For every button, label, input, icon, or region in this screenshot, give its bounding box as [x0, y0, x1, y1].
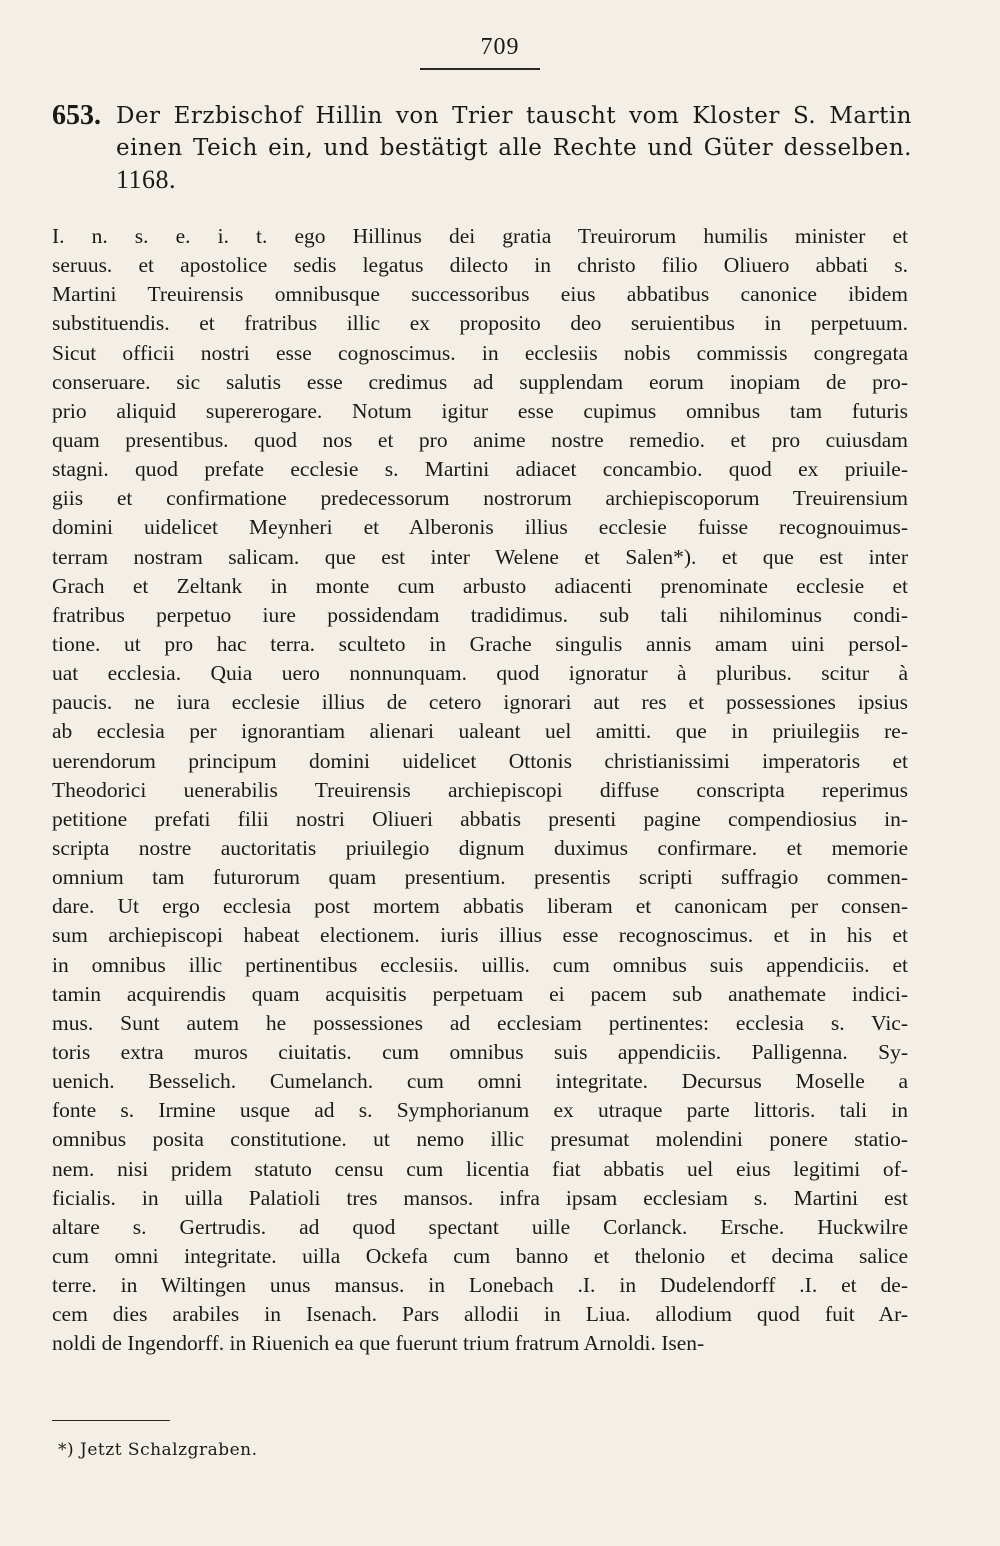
text-line: paucis. ne iura ecclesie illius de cetero ignorari aut res et possessiones ipsius — [52, 690, 908, 715]
document-year: 1168. — [116, 165, 177, 194]
text-line: nem. nisi pridem statuto censu cum licentia fiat abbatis uel eius legitimi of- — [52, 1156, 908, 1181]
text-line: fratribus perpetuo iure possidendam tradidimus. sub tali nihilominus condi- — [52, 602, 908, 627]
text-line: noldi de Ingendorff. in Riuenich ea que fuerunt trium fratrum Arnoldi. Isen- — [52, 1331, 705, 1356]
heading-line-2: einen Teich ein, und bestätigt alle Rechte und Güter desselben. — [116, 135, 912, 161]
page-number: 709 — [480, 34, 520, 60]
text-line: sum archiepiscopi habeat electionem. iuris illius esse recognoscimus. et in his et — [52, 923, 908, 948]
text-line: toris extra muros ciuitatis. cum omnibus suis appendiciis. Palligenna. Sy- — [52, 1039, 908, 1064]
text-line: uenich. Besselich. Cumelanch. cum omni integritate. Decursus Moselle a — [52, 1069, 908, 1094]
text-line: ficialis. in uilla Palatioli tres mansos. infra ipsam ecclesiam s. Martini est — [52, 1185, 908, 1210]
text-line: prio aliquid supererogare. Notum igitur esse cupimus omnibus tam futuris — [52, 398, 908, 423]
text-line: giis et confirmatione predecessorum nostrorum archiepiscoporum Treuirensium — [52, 486, 908, 511]
text-line: ab ecclesia per ignorantiam alienari ualeant uel amitti. que in priuilegiis re- — [52, 719, 908, 744]
text-line: in omnibus illic pertinentibus ecclesiis. uillis. cum omnibus suis appendiciis. et — [52, 952, 908, 977]
text-line: Theodorici uenerabilis Treuirensis archiepiscopi diffuse conscripta reperimus — [52, 777, 908, 802]
text-line: Grach et Zeltank in monte cum arbusto adiacenti prenominate ecclesie et — [52, 573, 908, 598]
text-line: Sicut officii nostri esse cognoscimus. in ecclesiis nobis commissis congregata — [52, 340, 908, 365]
text-line: I. n. s. e. i. t. ego Hillinus dei gratia Treuirorum humilis minister et — [52, 224, 908, 248]
text-line: conseruare. sic salutis esse credimus ad supplendam eorum inopiam de pro- — [52, 369, 908, 394]
text-line: tamin acquirendis quam acquisitis perpetuam ei pacem sub anathemate indici- — [52, 981, 908, 1006]
text-line: altare s. Gertrudis. ad quod spectant uille Corlanck. Ersche. Huckwilre — [52, 1214, 908, 1239]
text-line: cem dies arabiles in Isenach. Pars allodii in Liua. allodium quod fuit Ar- — [52, 1302, 908, 1327]
text-line: Martini Treuirensis omnibusque successoribus eius abbatibus canonice ibidem — [52, 282, 908, 307]
document-heading — [116, 100, 912, 196]
text-line: dare. Ut ergo ecclesia post mortem abbatis liberam et canonicam per consen- — [52, 894, 908, 919]
text-line: cum omni integritate. uilla Ockefa cum banno et thelonio et decima salice — [52, 1243, 908, 1268]
text-line: uat ecclesia. Quia uero nonnunquam. quod ignoratur à pluribus. scitur à — [52, 661, 908, 686]
text-line: omnibus posita constitutione. ut nemo illic presumat molendini ponere statio- — [52, 1127, 908, 1152]
page-number-rule — [420, 68, 540, 70]
charter-text — [52, 222, 908, 1358]
text-line: substituendis. et fratribus illic ex proposito deo seruientibus in perpetuum. — [52, 311, 908, 336]
text-line: seruus. et apostolice sedis legatus dilecto in christo filio Oliuero abbati s. — [52, 253, 908, 278]
text-line: terram nostram salicam. que est inter Welene et Salen*). et que est inter — [52, 544, 908, 569]
text-line: fonte s. Irmine usque ad s. Symphorianum ex utraque parte littoris. tali in — [52, 1098, 908, 1123]
text-line: stagni. quod prefate ecclesie s. Martini adiacet concambio. quod ex priuile- — [52, 457, 908, 482]
text-line: domini uidelicet Meynheri et Alberonis illius ecclesie fuisse recognouimus- — [52, 515, 908, 540]
document-number: 653. — [52, 100, 101, 131]
text-line: uerendorum principum domini uidelicet Ottonis christianissimi imperatoris et — [52, 748, 908, 773]
text-line: terre. in Wiltingen unus mansus. in Lonebach .I. in Dudelendorff .I. et de- — [52, 1273, 908, 1298]
text-line: petitione prefati filii nostri Oliueri abbatis presenti pagine compendiosius in- — [52, 806, 908, 831]
text-line: quam presentibus. quod nos et pro anime nostre remedio. et pro cuiusdam — [52, 427, 908, 452]
heading-line-1: Der Erzbischof Hillin von Trier tauscht vom Kloster S. Martin — [116, 103, 912, 129]
footnote-rule — [52, 1420, 170, 1421]
text-line: mus. Sunt autem he possessiones ad ecclesiam pertinentes: ecclesia s. Vic- — [52, 1010, 908, 1035]
text-line: scripta nostre auctoritatis priuilegio dignum duximus confirmare. et memorie — [52, 835, 908, 860]
text-line: omnium tam futurorum quam presentium. presentis scripti suffragio commen- — [52, 865, 908, 890]
text-line: tione. ut pro hac terra. sculteto in Grache singulis annis amam uini persol- — [52, 631, 908, 656]
footnote: *) Jetzt Schalzgraben. — [58, 1440, 258, 1460]
